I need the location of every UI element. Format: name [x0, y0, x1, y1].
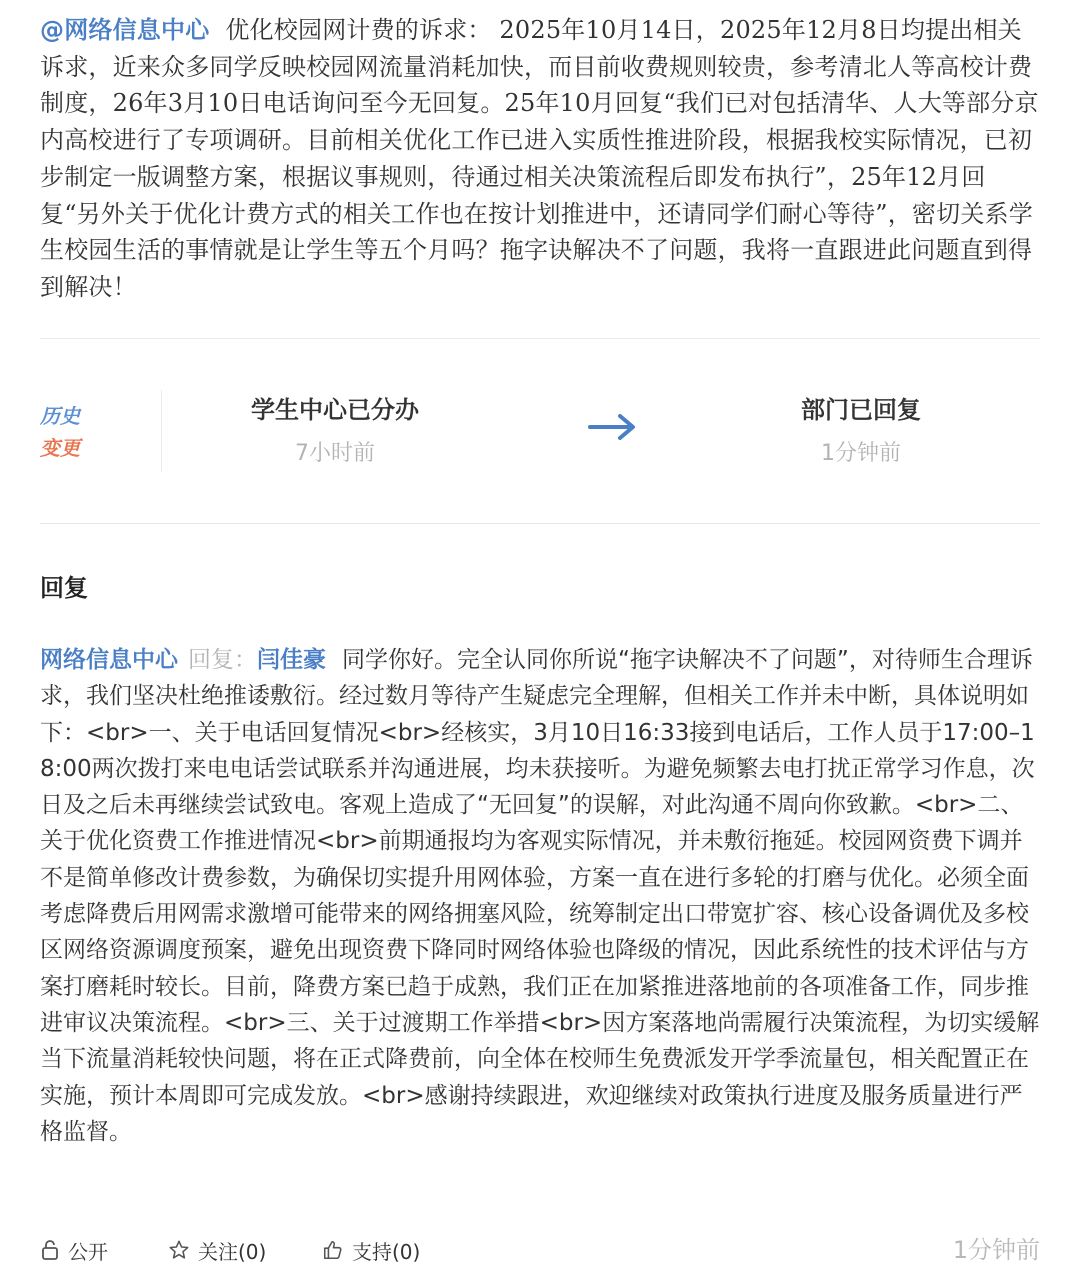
reply-label: 回复：: [188, 647, 257, 673]
thumbs-up-icon: [322, 1239, 344, 1261]
follow-button[interactable]: [168, 1232, 266, 1268]
arrow-right-icon: [588, 412, 638, 442]
history-change-tag[interactable]: [40, 400, 100, 464]
reply-content: [40, 642, 1040, 1150]
step-title: 学生中心已分办: [251, 396, 419, 424]
reply-heading: 回复: [40, 574, 88, 602]
star-icon: [168, 1239, 190, 1261]
divider-middle: [40, 523, 1040, 524]
history-separator: [161, 390, 162, 472]
post-text: 优化校园网计费的诉求： 2025年10月14日，2025年12月8日均提出相关诉求，近来众多同学反映校园网流量消耗加快，而目前收费规则较贵，参考清北人等高校计费制度，26年3月10日电话询问至今无回复。25年10月回复“我们已对包括清华、人大等部分京内高校进行了专项调研。目前相关优化工作已进入实质性推进阶段，根据我校实际情况，已初步制定一版调整方案，根据议事规则，待通过相关决策流程后即发布执行”，25年12月回复“另外关于优化计费方式的相关工作也在按计划推进中，还请同学们耐心等待”，密切关系学生校园生活的事情就是让学生等五个月吗？拖字诀解决不了问题，我将一直跟进此问题直到得到解决！: [40, 16, 1039, 301]
history-timeline: [40, 390, 1040, 474]
history-step-replied: [711, 390, 1011, 478]
history-tag-line2: 变更: [40, 436, 80, 460]
reply-author[interactable]: 网络信息中心: [40, 647, 178, 673]
footer-bar: [40, 1232, 1040, 1268]
reply-text: 同学你好。完全认同你所说“拖字诀解决不了问题”，对待师生合理诉求，我们坚决杜绝推诿敷衍。经过数月等待产生疑虑完全理解，但相关工作并未中断，具体说明如下：<br>一、关于电话回复情况<br>经核实，3月10日16:33接到电话后，工作人员于17:00–18:00两次拨打来电电话尝试联系并沟通进展，均未获接听。为避免频繁去电打扰正常学习作息，次日及之后未再继续尝试致电。客观上造成了“无回复”的误解，对此沟通不周向你致歉。<br>二、关于优化资费工作推进情况<br>前期通报均为客观实际情况，并未敷衍拖延。校园网资费下调并不是简单修改计费参数，为确保切实提升用网体验，方案一直在进行多轮的打磨与优化。必须全面考虑降费后用网需求激增可能带来的网络拥塞风险，统筹制定出口带宽扩容、核心设备调优及多校区网络资源调度预案，避免出现资费下降同时网络体验也降级的情况，因此系统性的技术评估与方案打磨耗时较长。目前，降费方案已趋于成熟，我们正在加紧推进落地前的各项准备工作，同步推进审议决策流程。<br>三、关于过渡期工作举措<br>因方案落地尚需履行决策流程，为切实缓解当下流量消耗较快问题，将在正式降费前，向全体在校师生免费派发开学季流量包，相关配置正在实施，预计本周即可完成发放。<br>感谢持续跟进，欢迎继续对政策执行进度及服务质量进行严格监督。: [40, 647, 1040, 1145]
public-label: 公开: [68, 1239, 108, 1264]
lock-icon: [40, 1239, 60, 1261]
step-time: 7小时前: [295, 441, 375, 466]
follow-label: 关注(0): [198, 1239, 267, 1264]
post-content: [40, 12, 1040, 306]
support-button[interactable]: [322, 1232, 420, 1268]
step-title: 部门已回复: [801, 396, 921, 424]
mention-link[interactable]: @网络信息中心: [40, 16, 210, 44]
support-label: 支持(0): [352, 1239, 421, 1264]
footer-timestamp: 1分钟前: [952, 1236, 1040, 1264]
divider-top: [40, 338, 1040, 339]
public-toggle[interactable]: [40, 1232, 108, 1268]
history-step-dispatched: [185, 390, 485, 478]
reply-target-user[interactable]: 闫佳豪: [257, 647, 326, 673]
history-tag-line1: 历史: [40, 404, 80, 428]
step-time: 1分钟前: [821, 441, 901, 466]
